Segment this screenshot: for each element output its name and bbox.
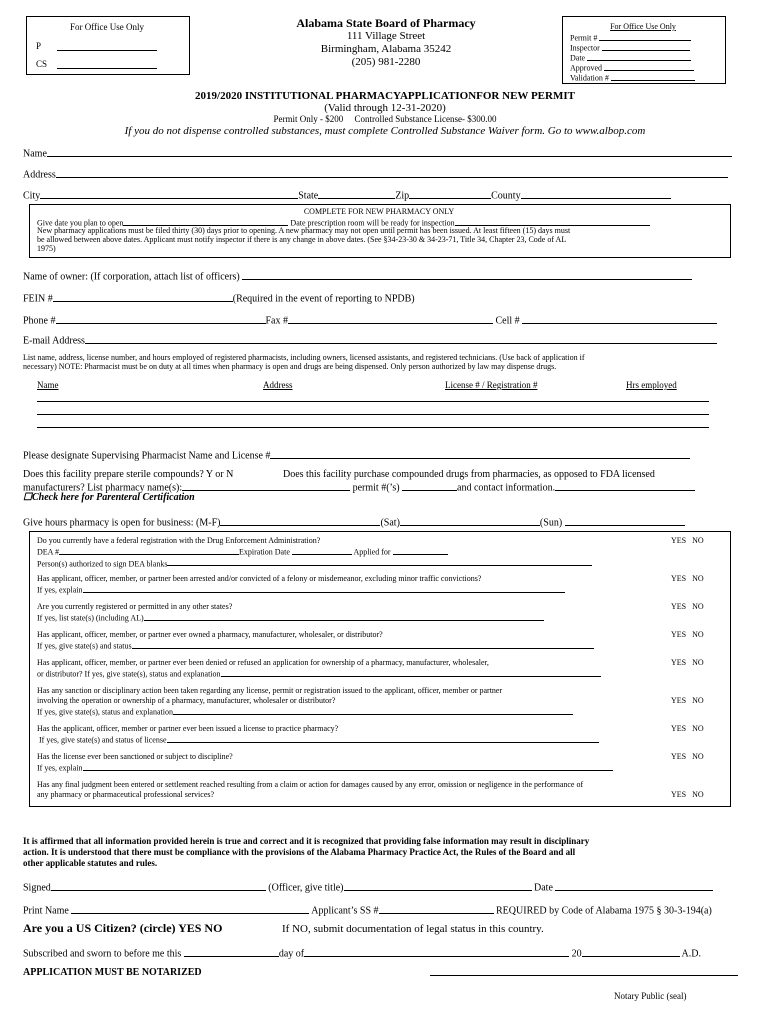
name-input[interactable] — [47, 146, 732, 157]
permit-numbers-input[interactable] — [402, 480, 457, 491]
sworn-day-input[interactable] — [184, 946, 279, 957]
notary-signature-line[interactable] — [430, 975, 738, 976]
question-judgment: Has any final judgment been entered or settlement reached resulting from a claim or action for damages caused by any error, omission or negligence in the performance of any pharmacy or pharmaceutical professional services? — [37, 780, 584, 799]
sworn-month-input[interactable] — [304, 946, 569, 957]
must-notarize: APPLICATION MUST BE NOTARIZED — [23, 967, 202, 978]
board-city: Birmingham, Alabama 35242 — [320, 43, 452, 55]
zip-input[interactable] — [409, 188, 491, 199]
hours-row: Give hours pharmacy is open for business: (M-F) (Sat) (Sun) — [23, 515, 685, 529]
office-field-validation: Validation # — [570, 72, 695, 83]
city-row: City State Zip County — [23, 188, 671, 202]
question-license: Has the applicant, officer, member or partner ever been issued a license to practice pharmacy? If yes, give state(s) and status of license — [37, 724, 677, 746]
office-field-approved: Approved — [570, 62, 694, 73]
office-field-date: Date — [570, 52, 691, 63]
sworn-row: Subscribed and sworn to before me this day of 20 A.D. — [23, 946, 701, 960]
felony-explain-input[interactable] — [83, 584, 565, 593]
question-felony: Has applicant, officer, member, or partner been arrested and/or convicted of a felony or misdemeanor, excluding minor traffic convictions? If yes, explain — [37, 574, 677, 596]
office-cs-line[interactable] — [57, 68, 157, 69]
owned-status-input[interactable] — [132, 640, 594, 649]
dea-expiration-input[interactable] — [292, 546, 352, 555]
pharmacy-names-input[interactable] — [182, 480, 350, 491]
owner-input[interactable] — [242, 269, 692, 280]
print-name-input[interactable] — [71, 903, 309, 914]
affirm-line-2: action. It is understood that there must be compliance with the provisions of the Alabama Pharmacy Practice Act, the Rules of the Board and all — [23, 847, 576, 857]
signature-input[interactable] — [51, 880, 266, 891]
board-phone: (205) 981-2280 — [351, 56, 421, 68]
pharmacists-note-2: necessary) NOTE: Pharmacist must be on duty at all times when pharmacy is open and drugs are being dispensed. Only person authorized by law may dispense drugs. — [23, 362, 557, 371]
ssn-input[interactable] — [379, 903, 494, 914]
open-date-row: Give date you plan to open Date prescription room will be ready for inspection — [37, 217, 650, 228]
phone-row: Phone # Fax # Cell # — [23, 313, 717, 327]
contact-info-input[interactable] — [555, 480, 695, 491]
pharmacist-line-1[interactable] — [37, 401, 709, 402]
inspection-date-input[interactable] — [455, 217, 650, 226]
owner-row: Name of owner: (If corporation, attach list of officers) — [23, 269, 692, 283]
office-p-label: P — [36, 41, 42, 51]
affirm-line-1: It is affirmed that all information provided herein is true and correct and it is recognized that providing false information may result in disciplinary — [23, 836, 590, 846]
new-pharmacy-heading: COMPLETE FOR NEW PHARMACY ONLY — [303, 207, 455, 216]
office-field-permit: Permit # — [570, 32, 691, 43]
office-cs-label: CS — [36, 59, 48, 69]
col-license: License # / Registration # — [445, 380, 538, 390]
office-p-line[interactable] — [57, 50, 157, 51]
q8-yes-no[interactable]: YES NO — [671, 752, 704, 761]
new-pharmacy-rule-3: 1975) — [37, 244, 56, 253]
q5-yes-no[interactable]: YES NO — [671, 658, 704, 667]
notary-seal-label: Notary Public (seal) — [614, 991, 687, 1001]
supervising-row: Please designate Supervising Pharmacist Name and License # — [23, 448, 690, 462]
board-title: Alabama State Board of Pharmacy — [296, 16, 476, 30]
q7-yes-no[interactable]: YES NO — [671, 724, 704, 733]
waiver-note: If you do not dispense controlled substances, must complete Controlled Substance Waiver form. Go to www.albop.com — [124, 125, 646, 137]
board-street: 111 Village Street — [346, 30, 426, 42]
address-row: Address — [23, 167, 728, 181]
question-dea: Do you currently have a federal registration with the Drug Enforcement Administration? DEA # Expiration Date Applied for Person(s) authorized to sign DEA blanks — [37, 536, 677, 569]
citizen-question[interactable]: Are you a US Citizen? (circle) YES NO — [23, 921, 223, 935]
signed-date-input[interactable] — [555, 880, 713, 891]
q4-yes-no[interactable]: YES NO — [671, 630, 704, 639]
question-denied: Has applicant, officer, member, or partner ever been denied or refused an application for ownership of a pharmacy, manufacturer, wholesaler, or distributor? If yes, give state(s), status and explanation — [37, 658, 677, 680]
dea-applied-input[interactable] — [393, 546, 448, 555]
parenteral-checkbox[interactable]: ☐Check here for Parenteral Certification — [23, 492, 195, 503]
col-hrs: Hrs employed — [626, 380, 677, 390]
discipline-explain-input[interactable] — [83, 762, 613, 771]
email-row: E-mail Address — [23, 333, 717, 347]
email-input[interactable] — [85, 333, 717, 344]
new-pharmacy-rule-2: be allowed between above dates. Applicant must notify inspector if there is any change in above dates. (See §34-23-30 & 34-23-71, Title 34, Chapter 23, Code of AL — [37, 235, 567, 244]
city-input[interactable] — [40, 188, 298, 199]
other-states-input[interactable] — [144, 612, 544, 621]
hours-mf-input[interactable] — [220, 515, 380, 526]
open-date-input[interactable] — [123, 217, 288, 226]
county-input[interactable] — [521, 188, 671, 199]
hours-sun-input[interactable] — [565, 515, 685, 526]
signed-row: Signed (Officer, give title) Date — [23, 880, 713, 894]
fax-input[interactable] — [288, 313, 493, 324]
pharmacist-line-2[interactable] — [37, 414, 709, 415]
supervising-input[interactable] — [270, 448, 690, 459]
q9-yes-no[interactable]: YES NO — [671, 790, 704, 799]
valid-through: (Valid through 12-31-2020) — [324, 102, 446, 114]
col-address: Address — [263, 380, 293, 390]
address-input[interactable] — [56, 167, 728, 178]
phone-input[interactable] — [56, 313, 266, 324]
q6-yes-no[interactable]: YES NO — [671, 696, 704, 705]
name-row: Name — [23, 146, 732, 160]
pharmacist-line-3[interactable] — [37, 427, 709, 428]
fein-row: FEIN # (Required in the event of reporting to NPDB) — [23, 291, 415, 305]
sworn-year-input[interactable] — [582, 946, 680, 957]
compounded-row: manufacturers? List pharmacy name(s): permit #(’s) and contact information. — [23, 480, 695, 494]
hours-sat-input[interactable] — [400, 515, 540, 526]
question-other-states: Are you currently registered or permitted in any other states? If yes, list state(s) (including AL) — [37, 602, 677, 624]
sterile-question: Does this facility prepare sterile compounds? Y or N — [23, 469, 234, 480]
office-use-title-right: For Office Use Only — [610, 22, 676, 31]
question-discipline: Has the license ever been sanctioned or subject to discipline? If yes, explain — [37, 752, 677, 774]
question-sanction: Has any sanction or disciplinary action been taken regarding any license, permit or registration issued to the applicant, officer, member or partner involving the operation or ownership of a pharmacy, manufacturer, wholesaler or distributor? If yes, give state(s), status and explanation — [37, 686, 677, 718]
state-input[interactable] — [318, 188, 395, 199]
office-field-inspector: Inspector — [570, 42, 690, 53]
q2-yes-no[interactable]: YES NO — [671, 574, 704, 583]
fees-line: Permit Only - $200 Controlled Substance License- $300.00 — [273, 114, 497, 124]
officer-title-input[interactable] — [344, 880, 532, 891]
col-name: Name — [37, 380, 59, 390]
print-row: Print Name Applicant’s SS # REQUIRED by Code of Alabama 1975 § 30-3-194(a) — [23, 903, 712, 917]
dea-number-input[interactable] — [59, 546, 239, 555]
dea-persons-input[interactable] — [167, 558, 592, 567]
q1-yes-no[interactable]: YES NO — [671, 536, 704, 545]
citizen-note: If NO, submit documentation of legal status in this country. — [282, 923, 544, 935]
office-use-title: For Office Use Only — [69, 22, 145, 32]
denied-explain-input[interactable] — [221, 668, 601, 677]
fein-input[interactable] — [53, 291, 233, 302]
form-title: 2019/2020 INSTITUTIONAL PHARMACYAPPLICATIONFOR NEW PERMIT — [195, 90, 575, 102]
compounded-question: Does this facility purchase compounded drugs from pharmacies, as opposed to FDA licensed — [283, 469, 655, 480]
cell-input[interactable] — [522, 313, 717, 324]
license-status-input[interactable] — [167, 734, 599, 743]
affirm-line-3: other applicable statutes and rules. — [23, 858, 158, 868]
new-pharmacy-rule-1: New pharmacy applications must be filed thirty (30) days prior to opening. A new pharmacy may not open until permit has been issued. At least fifteen (15) days must — [37, 226, 571, 235]
sanction-explain-input[interactable] — [173, 706, 573, 715]
q3-yes-no[interactable]: YES NO — [671, 602, 704, 611]
pharmacists-note-1: List name, address, license number, and hours employed of registered pharmacists, including owners, licensed assistants, and registered technicians. (Use back of application if — [23, 353, 585, 362]
question-owned: Has applicant, officer, member, or partner ever owned a pharmacy, manufacturer, wholesaler, or distributor? If yes, give state(s) and status — [37, 630, 677, 652]
